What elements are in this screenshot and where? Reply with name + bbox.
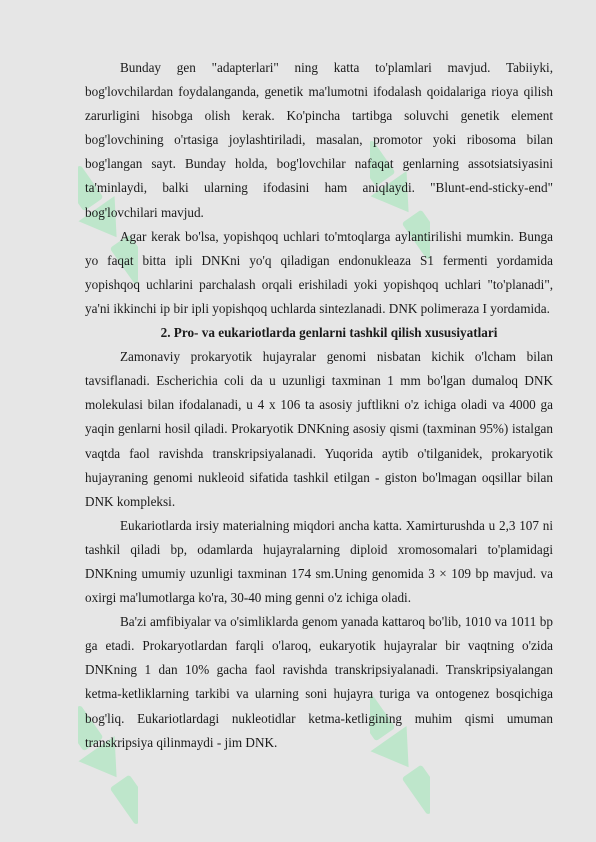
paragraph-adapters: Bunday gen "adapterlari" ning katta to'plamlari mavjud. Tabiiyki, bog'lovchilardan foydalanganda, genetik ma'lumotni ifodalash qoidalariga rioya qilish zarurligini hisobga olish kerak. Ko'pincha tartibga soluvchi genetik element bog'lovchining o'rtasiga joylashtiriladi, masalan, promotor yoki ribosoma bilan bog'langan sayt. Bunday holda, bog'lovchilar nafaqat genlarning assotsiatsiyasini ta'minlaydi, balki ularning ifodasini ham aniqlaydi. "Blunt-end-sticky-end" bog'lovchilari mavjud. [85,60,553,220]
document-body [85,56,553,755]
section-heading: 2. Pro- va eukariotlarda genlarni tashkil qilish xususiyatlari [160,325,498,341]
paragraph-prokaryotes: Zamonaviy prokaryotik hujayralar genomi nisbatan kichik o'lcham bilan tavsiflanadi. Escherichia coli da u uzunligi taxminan 1 mm bo'lgan dumaloq DNK molekulasi bilan ifodalanadi, u 4 x 106 ta asosiy juftlikni o'z ichiga oladi va 4000 ga yaqin genlarni hosil qiladi. Prokaryotik DNKning asosiy qismi (taxminan 95%) istalgan vaqtda faol ravishda transkripsiyalanadi. Yuqorida aytib o'tilganidek, prokaryotik hujayraning genomi nukleoid sifatida tashkil etilgan - giston bo'lmagan oqsillar bilan DNK kompleksi. [85,349,553,509]
paragraph-amphibians: Ba'zi amfibiyalar va o'simliklarda genom yanada kattaroq bo'lib, 1010 va 1011 bp ga etadi. Prokaryotlardan farqli o'laroq, eukaryotik hujayralar bir vaqtning o'zida DNKning 1 dan 10% gacha faol ravishda transkripsiyalanadi. Transkripsiyalangan ketma-ketliklarning tarkibi va ularning soni hujayra turiga va ontogenez bosqichiga bog'liq. Eukariotlardagi nukleotidlar ketma-ketligining muhim qismi umuman transkripsiya qilinmaydi - jim DNK. [85,614,553,750]
paragraph-sticky-ends: Agar kerak bo'lsa, yopishqoq uchlari to'mtoqlarga aylantirilishi mumkin. Bunga yo faqat bitta ipli DNKni yo'q qiladigan endonukleaza S1 fermenti yordamida yopishqoq uchlarini parchalash orqali erishiladi yoki yopishqoq uchlari "to'planadi", ya'ni ikkinchi ip bir ipli yopishqoq uchlarda sintezlanadi. DNK polimeraza I yordamida. [85,228,553,316]
paragraph-eukaryotes: Eukariotlarda irsiy materialning miqdori ancha katta. Xamirturushda u 2,3 107 ni tashkil qiladi bp, odamlarda hujayralarning diploid xromosomalari to'plamidagi DNKning umumiy uzunligi taxminan 174 sm.Uning genomida 3 × 109 bp mavjud. va oxirgi ma'lumotlarga ko'ra, 30-40 ming genni o'z ichiga oladi. [85,517,553,606]
